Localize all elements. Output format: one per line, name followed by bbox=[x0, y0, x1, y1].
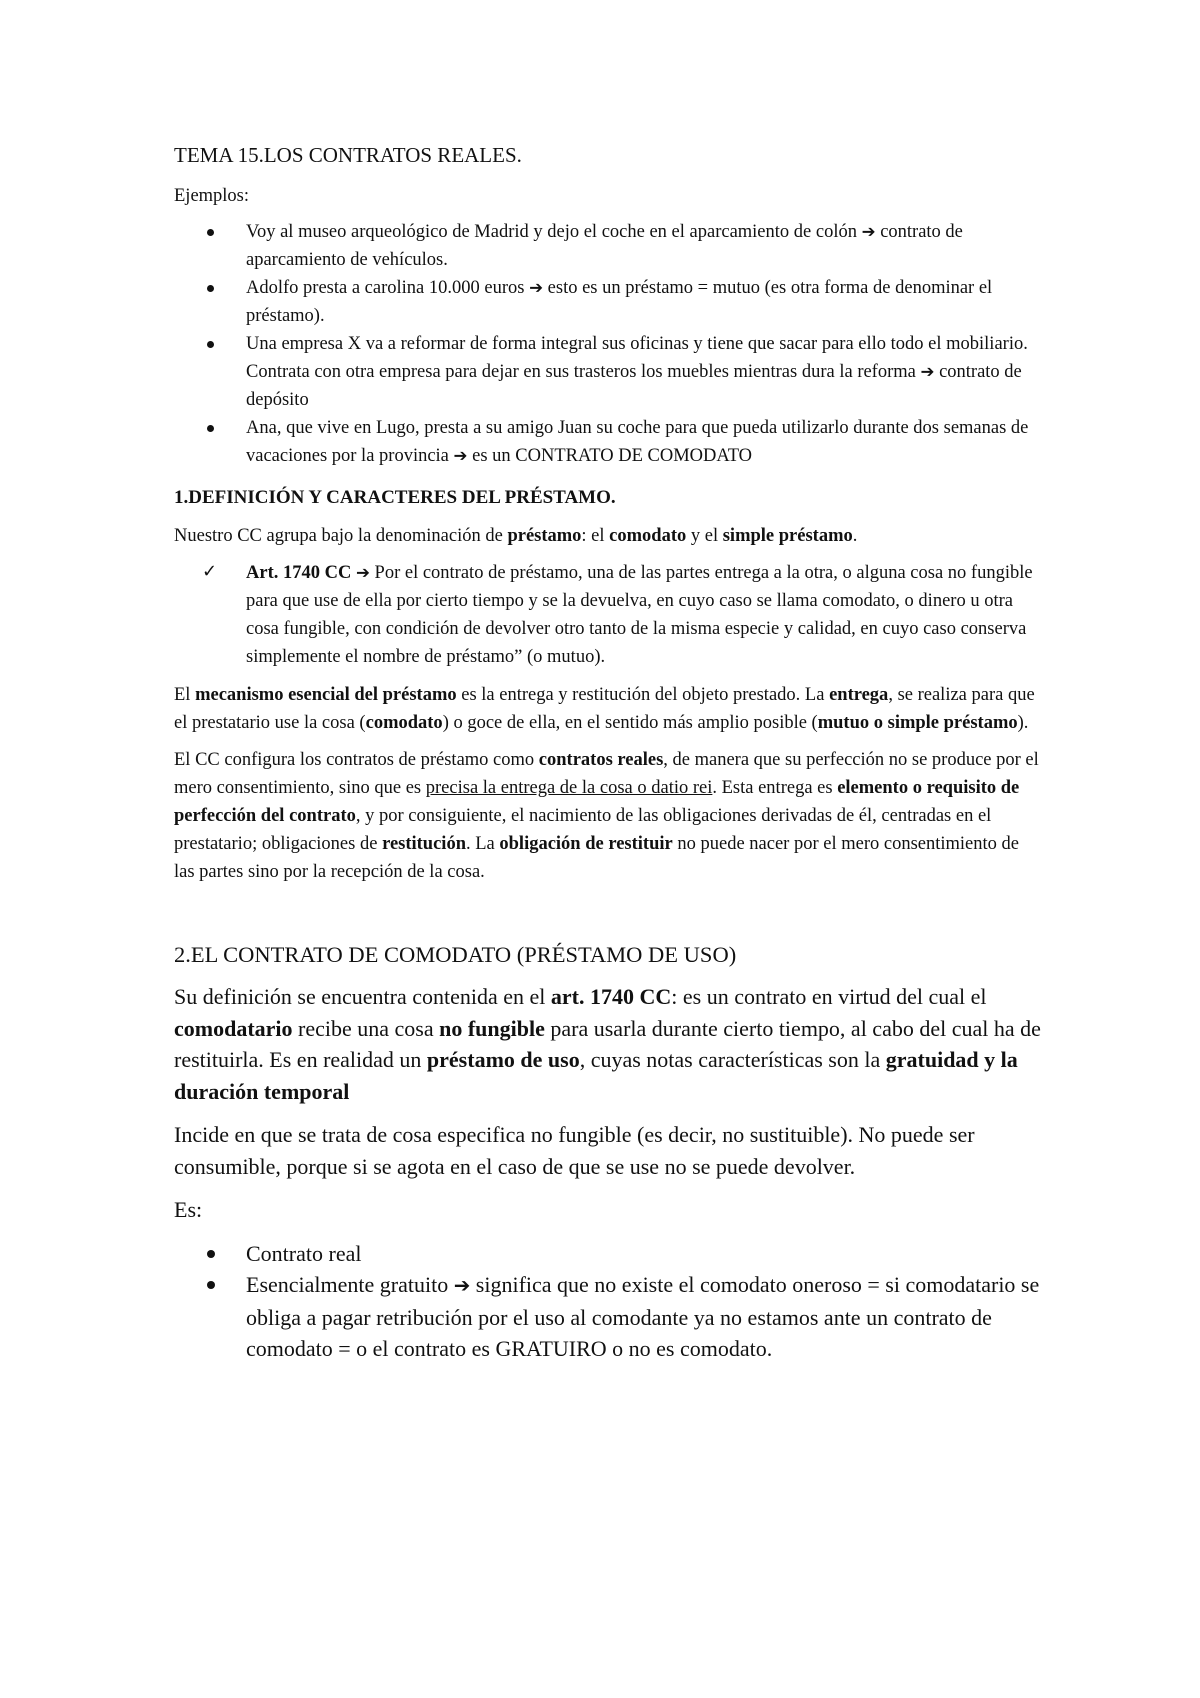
right-arrow-icon: ➔ bbox=[355, 563, 370, 582]
bullet-dot-icon bbox=[207, 285, 214, 292]
list-item: Una empresa X va a reformar de forma integral sus oficinas y tiene que sacar para ello todo el mobiliario. Contrata con otra empresa para dejar en sus trasteros los muebles mientras dura la reforma ➔ contrato de depósito bbox=[174, 330, 1044, 414]
paragraph: Incide en que se trata de cosa especifica no fungible (es decir, no sustituible). No puede ser consumible, porque si se agota en el caso de que se use no se puede devolver. bbox=[174, 1122, 975, 1179]
bullet-dot-icon bbox=[207, 425, 214, 432]
document-body bbox=[174, 140, 1044, 1371]
list-item: Voy al museo arqueológico de Madrid y dejo el coche en el aparcamiento de colón ➔ contrato de aparcamiento de vehículos. bbox=[174, 218, 1044, 274]
right-arrow-icon: ➔ bbox=[861, 222, 876, 241]
bullet-dot-icon bbox=[207, 341, 214, 348]
bullet-dot-icon bbox=[207, 1250, 215, 1258]
paragraph: El CC configura los contratos de préstamo como contratos reales, de manera que su perfección no se produce por el mero consentimiento, sino que es precisa la entrega de la cosa o datio rei. Esta entrega es elemento o requisito de perfección del contrato, y por consiguiente, el nacimiento de las obligaciones derivadas de él, centradas en el prestatario; obligaciones de restitución. La obligación de restituir no puede nacer por el mero consentimiento de las partes sino por la recepción de la cosa. bbox=[174, 750, 1039, 882]
list-item: Esencialmente gratuito ➔ significa que no existe el comodato oneroso = si comodatario se obliga a pagar retribución por el uso al comodante ya no estamos ante un contrato de comodato = o el contrato es GRATUIRO o no es comodato. bbox=[174, 1269, 1044, 1365]
ejemplos-list bbox=[174, 218, 1044, 470]
article-label: Art. 1740 CC bbox=[246, 563, 352, 583]
es-label: Es: bbox=[174, 1197, 203, 1222]
right-arrow-icon: ➔ bbox=[453, 1274, 471, 1297]
page-title: TEMA 15.LOS CONTRATOS REALES. bbox=[174, 143, 522, 167]
checkmark-icon: ✓ bbox=[202, 561, 218, 582]
bullet-dot-icon bbox=[207, 229, 214, 236]
spacer bbox=[174, 895, 1044, 939]
bullet-dot-icon bbox=[207, 1281, 215, 1289]
right-arrow-icon: ➔ bbox=[920, 362, 935, 381]
ejemplos-label: Ejemplos: bbox=[174, 186, 250, 206]
right-arrow-icon: ➔ bbox=[453, 446, 468, 465]
comodato-list bbox=[174, 1238, 1044, 1365]
list-item: Ana, que vive en Lugo, presta a su amigo Juan su coche para que pueda utilizarlo durante dos semanas de vacaciones por la provincia ➔ es un CONTRATO DE COMODATO bbox=[174, 414, 1044, 470]
section-heading-2: 2.EL CONTRATO DE COMODATO (PRÉSTAMO DE USO) bbox=[174, 942, 737, 967]
article-list bbox=[174, 559, 1044, 671]
list-item bbox=[174, 559, 1044, 671]
list-item: Contrato real bbox=[174, 1238, 1044, 1270]
paragraph: Su definición se encuentra contenida en el art. 1740 CC: es un contrato en virtud del cual el comodatario recibe una cosa no fungible para usarla durante cierto tiempo, al cabo del cual ha de restituirla. Es en realidad un préstamo de uso, cuyas notas características son la gratuidad y la duración temporal bbox=[174, 984, 1041, 1104]
paragraph: Nuestro CC agrupa bajo la denominación de préstamo: el comodato y el simple préstamo. bbox=[174, 526, 858, 546]
section-heading-1: 1.DEFINICIÓN Y CARACTERES DEL PRÉSTAMO. bbox=[174, 487, 616, 508]
article-text: Por el contrato de préstamo, una de las partes entrega a la otra, o alguna cosa no fungible para que use de ella por cierto tiempo y se la devuelva, en cuyo caso se llama comodato, o dinero u otra cosa fungible, con condición de devolver otro tanto de la misma especie y calidad, en cuyo caso conserva simplemente el nombre de préstamo” (o mutuo). bbox=[246, 563, 1033, 667]
list-item: Adolfo presta a carolina 10.000 euros ➔ esto es un préstamo = mutuo (es otra forma de denominar el préstamo). bbox=[174, 274, 1044, 330]
right-arrow-icon: ➔ bbox=[529, 278, 544, 297]
paragraph: El mecanismo esencial del préstamo es la entrega y restitución del objeto prestado. La entrega, se realiza para que el prestatario use la cosa (comodato) o goce de ella, en el sentido más amplio posible (mutuo o simple préstamo). bbox=[174, 685, 1035, 733]
